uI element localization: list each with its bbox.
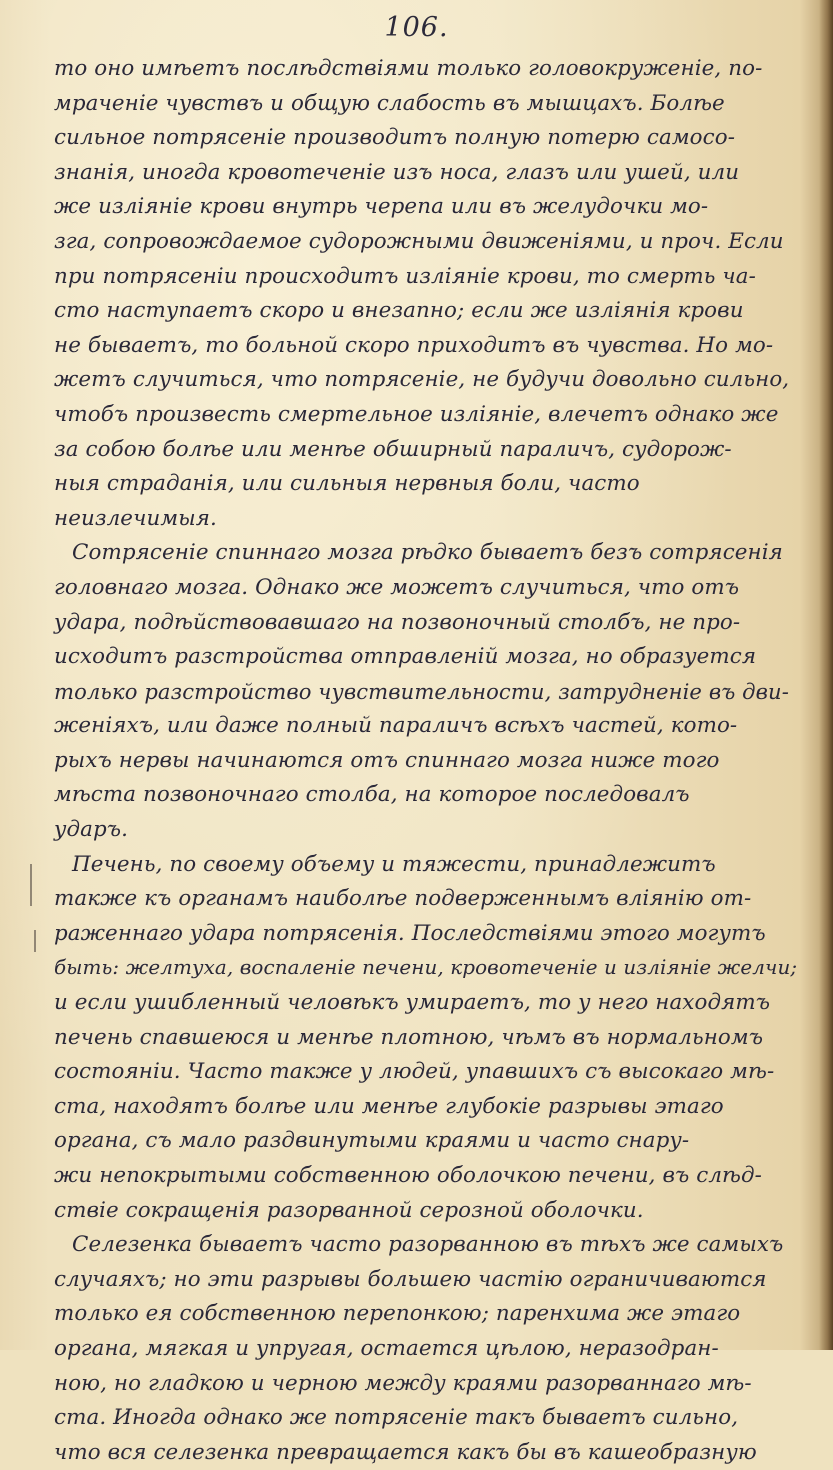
text-line: ударъ. — [54, 817, 129, 843]
text-line: мраченіе чувствъ и общую слабость въ мышцахъ. Болѣе — [54, 90, 725, 116]
text-line: рыхъ нервы начинаются отъ спиннаго мозга ниже того — [54, 747, 720, 773]
text-line: удара, подѣйствовавшаго на позвоночный столбъ, не про- — [54, 609, 741, 635]
text-line: быть: желтуха, воспаленіе печени, кровотеченіе и изліяніе желчи; — [54, 956, 798, 980]
text-line: также къ органамъ наиболѣе подверженнымъ вліянію от- — [54, 886, 752, 912]
text-line: ствіе сокращенія разорванной серозной оболочки. — [54, 1197, 644, 1223]
text-line: состояніи. Часто также у людей, упавшихъ съ высокаго мѣ- — [54, 1059, 775, 1085]
text-line: органа, съ мало раздвинутыми краями и часто снару- — [54, 1128, 690, 1154]
text-line: жи непокрытыми собственною оболочкою печени, въ слѣд- — [54, 1163, 763, 1188]
text-line: же изліяніе крови внутрь черепа или въ желудочки мо- — [54, 194, 709, 220]
text-line: ста. Иногда однако же потрясеніе такъ бываетъ сильно, — [54, 1405, 739, 1431]
text-line: органа, мягкая и упругая, остается цѣлою, неразодран- — [54, 1335, 719, 1361]
text-line: Сотрясеніе спиннаго мозга рѣдко бываетъ безъ сотрясенія — [72, 540, 783, 566]
margin-pencil-mark — [34, 930, 36, 952]
text-line: неизлечимыя. — [54, 505, 217, 531]
handwritten-text — [54, 52, 798, 1470]
text-line: головнаго мозга. Однако же можетъ случиться, что отъ — [54, 574, 740, 600]
text-line: чтобъ произвесть смертельное изліяніе, влечетъ однако же — [54, 401, 779, 427]
book-spine-shadow — [819, 0, 833, 1350]
margin-pencil-mark — [30, 864, 32, 906]
page-number: 106. — [384, 12, 449, 43]
text-line: сильное потрясеніе производитъ полную потерю самосо- — [54, 125, 736, 151]
text-line: случаяхъ; но эти разрывы большею частію ограничиваются — [54, 1266, 767, 1292]
text-line: то оно имѣетъ послѣдствіями только головокруженіе, по- — [54, 56, 763, 81]
text-line: женіяхъ, или даже полный параличъ всѣхъ частей, кото- — [54, 713, 738, 739]
text-line: не бываетъ, то больной скоро приходитъ въ чувства. Но мо- — [54, 332, 774, 358]
text-line: при потрясеніи происходитъ изліяніе крови, то смерть ча- — [54, 263, 756, 289]
text-line: исходитъ разстройства отправленій мозга, но образуется — [54, 644, 757, 670]
text-line: только разстройство чувствительности, затрудненіе въ дви- — [54, 678, 789, 704]
text-line: знанія, иногда кровотеченіе изъ носа, глазъ или ушей, или — [54, 159, 740, 185]
text-line: раженнаго удара потрясенія. Последствіями этого могутъ — [54, 920, 766, 946]
text-line: что вся селезенка превращается какъ бы въ кашеобразную — [54, 1439, 757, 1465]
text-line: и если ушибленный человѣкъ умираетъ, то у него находятъ — [54, 990, 771, 1016]
text-line: ста, находятъ болѣе или менѣе глубокіе разрывы этаго — [54, 1093, 724, 1119]
text-line: мѣста позвоночнаго столба, на которое последовалъ — [54, 782, 690, 808]
text-line: ною, но гладкою и черною между краями разорваннаго мѣ- — [54, 1370, 752, 1396]
text-line: зга, сопровождаемое судорожными движеніями, и проч. Если — [54, 228, 784, 254]
text-line: за собою болѣе или менѣе обширный параличъ, судорож- — [54, 436, 732, 462]
text-line: сто наступаетъ скоро и внезапно; если же изліянія крови — [54, 298, 744, 324]
text-line: только ея собственною перепонкою; паренхима же этаго — [54, 1301, 741, 1327]
text-line: жетъ случиться, что потрясеніе, не будучи довольно сильно, — [54, 367, 790, 393]
text-line: Печень, по своему объему и тяжести, принадлежитъ — [72, 851, 716, 877]
text-line: печень спавшеюся и менѣе плотною, чѣмъ въ нормальномъ — [54, 1024, 764, 1050]
text-line: Селезенка бываетъ часто разорванною въ тѣхъ же самыхъ — [72, 1232, 784, 1258]
text-line: ныя страданія, или сильныя нервныя боли, часто — [54, 471, 640, 497]
